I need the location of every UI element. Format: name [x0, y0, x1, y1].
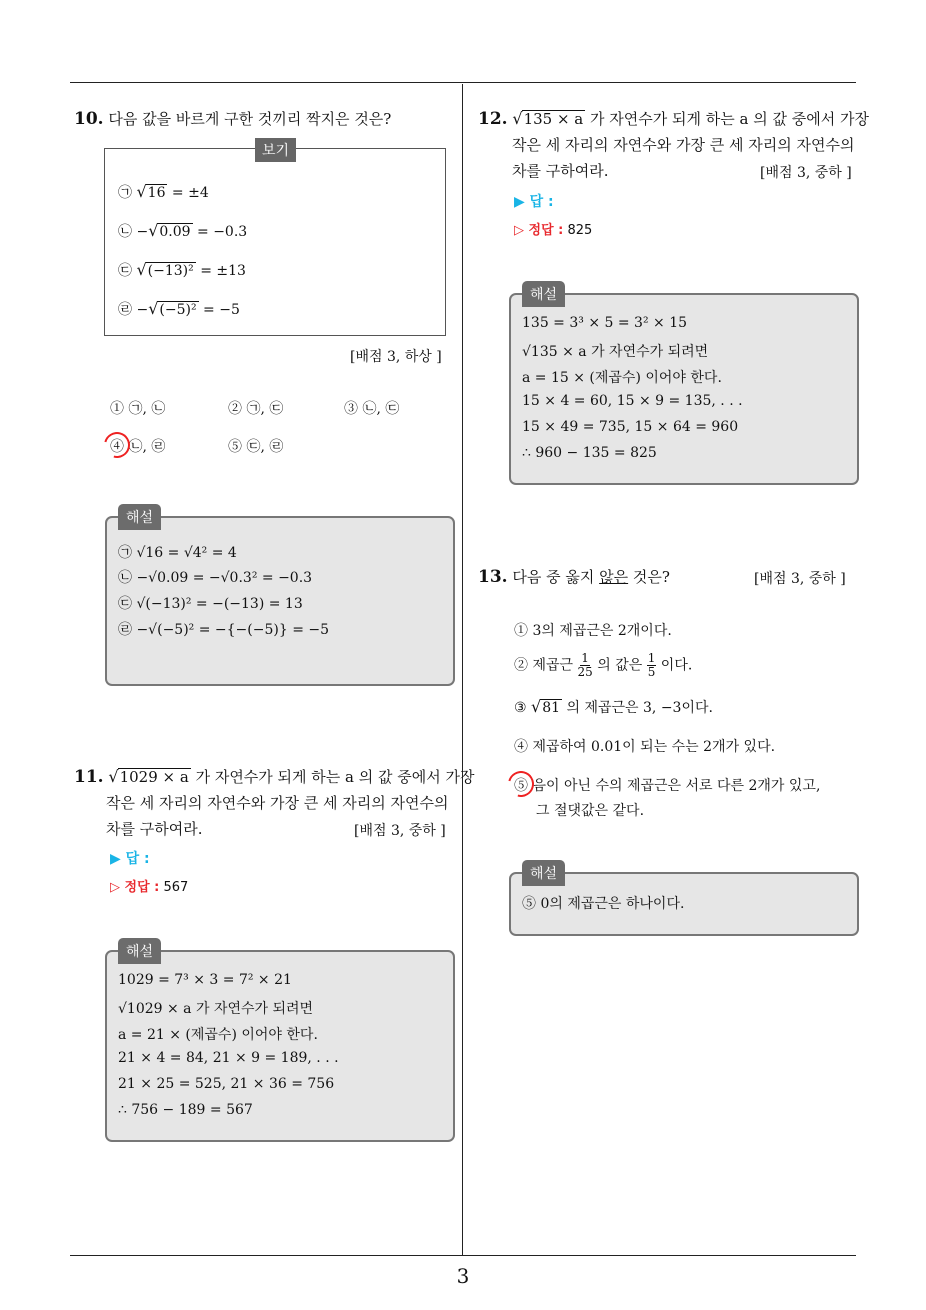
q12-answer-label[interactable]: ▶ 답 :	[514, 194, 554, 210]
q10-option-1[interactable]: ① ㉠, ㉡	[110, 401, 166, 417]
q11-sol-line-1: 1029 = 7³ × 3 = 7² × 21	[118, 972, 292, 988]
q12-number: 12.	[478, 109, 508, 129]
q10-answer-circle-mark	[99, 427, 135, 463]
q11-stem-line-3: 차를 구하여라.	[106, 820, 203, 838]
q10-number: 10.	[74, 109, 104, 129]
q10-score: [배점 3, 하상 ]	[350, 349, 442, 365]
q11-solution-tag: 해설	[118, 938, 161, 964]
q10-sol-line-2: ㉡ −√0.09 = −√0.3² = −0.3	[118, 570, 313, 586]
q13-stem: 13. 다음 중 옳지 않은 것은?	[478, 567, 670, 587]
q12-score: [배점 3, 중하 ]	[760, 165, 852, 181]
q11-score: [배점 3, 중하 ]	[354, 823, 446, 839]
q11-correct-answer: ▷ 정답 : 567	[110, 880, 189, 895]
q12-radicand: 135 × a	[523, 110, 584, 128]
q13-option-3[interactable]: ③ √81 의 제곱근은 3, −3이다.	[514, 697, 713, 716]
fraction-1-25: $\frac{1}{25}$	[577, 651, 593, 679]
q10-option-2[interactable]: ② ㉠, ㉢	[228, 401, 284, 417]
q10-solution-tag: 해설	[118, 504, 161, 530]
q12-stem-line-3: 차를 구하여라.	[512, 162, 609, 180]
q13-number: 13.	[478, 567, 508, 587]
q12-stem-line-1: 12. √135 × a 가 자연수가 되게 하는 a 의 값 중에서 가장	[478, 109, 869, 129]
q12-sol-line-6: ∴ 960 − 135 = 825	[522, 445, 657, 461]
q11-sol-line-5: 21 × 25 = 525, 21 × 36 = 756	[118, 1076, 335, 1092]
top-rule	[70, 82, 856, 83]
q12-sol-line-5: 15 × 49 = 735, 15 × 64 = 960	[522, 419, 739, 435]
q10-bogi-item-3: ㉢ √(−13)² = ±13	[118, 260, 246, 279]
q13-option-5[interactable]: ⑤ 음이 아닌 수의 제곱근은 서로 다른 2개가 있고,	[514, 778, 821, 794]
q10-sol-line-1: ㉠ √16 = √4² = 4	[118, 545, 237, 561]
q11-stem-line-2: 작은 세 자리의 자연수와 가장 큰 세 자리의 자연수의	[106, 794, 449, 812]
q13-answer-circle-mark	[503, 766, 539, 802]
q12-sol-line-2: √135 × a 가 자연수가 되려면	[522, 344, 709, 360]
q10-bogi-item-4: ㉣ −√(−5)² = −5	[118, 299, 240, 318]
q11-number: 11.	[74, 767, 104, 787]
q11-sol-line-3: a = 21 × (제곱수) 이어야 한다.	[118, 1027, 318, 1043]
q11-sol-line-4: 21 × 4 = 84, 21 × 9 = 189, . . .	[118, 1050, 339, 1066]
q10-bogi-title: 보기	[255, 138, 296, 162]
q11-radicand: 1029 × a	[119, 768, 189, 786]
q13-score: [배점 3, 중하 ]	[754, 571, 846, 587]
q10-bogi-item-2: ㉡ −√0.09 = −0.3	[118, 221, 248, 240]
q13-option-1[interactable]: ① 3의 제곱근은 2개이다.	[514, 623, 672, 639]
fraction-1-5: $\frac{1}{5}$	[647, 651, 656, 679]
q12-stem-line-2: 작은 세 자리의 자연수와 가장 큰 세 자리의 자연수의	[512, 136, 855, 154]
q12-sol-line-3: a = 15 × (제곱수) 이어야 한다.	[522, 370, 722, 386]
q10-bogi-item-1: ㉠ √16 = ±4	[118, 182, 209, 201]
q13-option-2[interactable]: ② 제곱근 $\frac{1}{25}$ 의 값은 $\frac{1}{5}$ 이다.	[514, 651, 693, 679]
q13-option-5-cont: 그 절댓값은 같다.	[536, 803, 645, 819]
bottom-rule	[70, 1255, 856, 1256]
q11-stem-line-1: 11. √1029 × a 가 자연수가 되게 하는 a 의 값 중에서 가장	[74, 767, 475, 787]
q13-solution-tag: 해설	[522, 860, 565, 886]
q11-sol-line-6: ∴ 756 − 189 = 567	[118, 1102, 253, 1118]
q10-option-5[interactable]: ⑤ ㉢, ㉣	[228, 439, 284, 455]
q12-solution-tag: 해설	[522, 281, 565, 307]
q10-option-4[interactable]: ④ ㉡, ㉣	[110, 439, 166, 455]
column-divider	[462, 84, 463, 1256]
q10-stem	[74, 106, 391, 132]
q10-sol-line-4: ㉣ −√(−5)² = −{−(−5)} = −5	[118, 622, 330, 638]
q13-option-4[interactable]: ④ 제곱하여 0.01이 되는 수는 2개가 있다.	[514, 739, 776, 755]
q10-sol-line-3: ㉢ √(−13)² = −(−13) = 13	[118, 596, 303, 612]
q10-text: 다음 값을 바르게 구한 것끼리 짝지은 것은?	[108, 110, 392, 128]
q11-sol-line-2: √1029 × a 가 자연수가 되려면	[118, 1001, 314, 1017]
q11-answer-label[interactable]: ▶ 답 :	[110, 851, 150, 867]
q12-correct-answer: ▷ 정답 : 825	[514, 223, 593, 238]
q12-sol-line-4: 15 × 4 = 60, 15 × 9 = 135, . . .	[522, 393, 743, 409]
q13-sol-line-1: ⑤ 0의 제곱근은 하나이다.	[522, 896, 685, 912]
page-number: 3	[456, 1264, 470, 1288]
q13-underlined-word: 않은	[599, 568, 629, 586]
q12-sol-line-1: 135 = 3³ × 5 = 3² × 15	[522, 315, 688, 331]
q10-option-3[interactable]: ③ ㉡, ㉢	[344, 401, 400, 417]
